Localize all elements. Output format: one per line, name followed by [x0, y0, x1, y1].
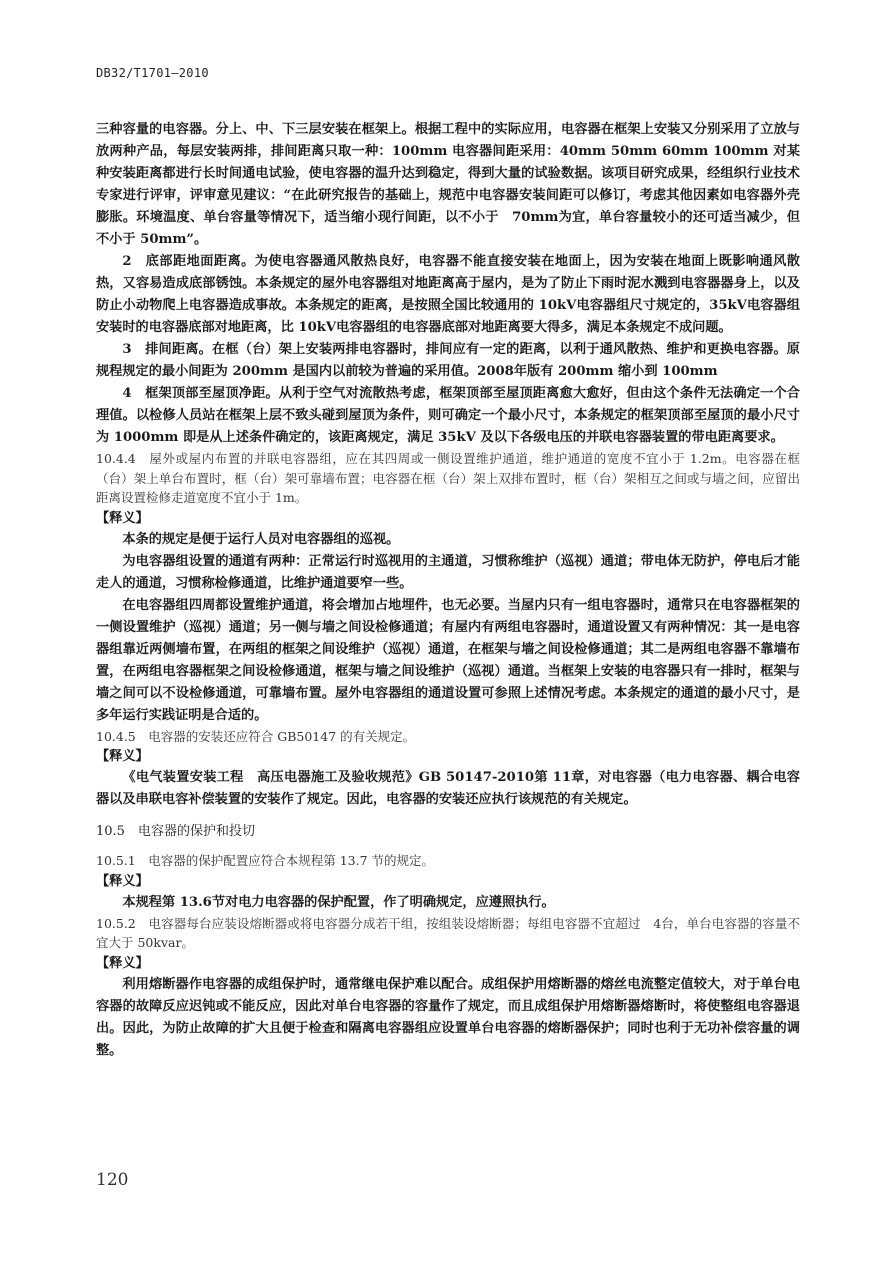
- explanation-heading: 【释义】: [96, 749, 149, 764]
- explanation-heading: 【释义】: [96, 873, 149, 889]
- clause-10-4-5: 10.4.5 电容器的安装还应符合 GB50147 的有关规定。: [96, 728, 416, 744]
- explanation-heading: 【释义】: [96, 510, 149, 526]
- paragraph-capacitor-spacing: 三种容量的电容器。分上、中、下三层安装在框架上。根据工程中的实际应用，电容器在框架上安装又分别采用了立放与 放两种产品，每层安装两排，排间距离只取一种：100mm 电容器间距采用：40mm 50mm 60mm 100mm 对某种安装距离都进行长时间通电试验，使电容器的温升达到稳定，得到大量的试验数据。该项目研究成果，经组织行业技术专家进行评审，评审意见建议：“在此研究报告的基础上，规范中电容器安装间距可以修订，考虑其他因素如电容器外壳膨胀。环境温度、单台容量等情况下，适当缩小现行间距，以不小于 70mm为宜，单台容量较小的还可适当减少，但不小于 50mm”。: [96, 122, 814, 247]
- clause-10-4-4: 10.4.4 屋外或屋内布置的并联电容器组，应在其四周或一侧设置维护通道，维护通道的宽度不宜小于 1.2m。电容器在框（台）架上单台布置时，框（台）架可靠墙布置；电容器在框（台）架上双排布置时，框（台）架相互之间或与墙之间，应留出距离设置检修走道宽度不宜小于 1m。: [96, 451, 800, 505]
- paragraph-fuse-protection: 利用熔断器作电容器的成组保护时，通常继电保护难以配合。成组保护用熔断器的熔丝电流整定值较大，对于单台电容器的故障反应迟钝或不能反应，因此对单台电容器的容量作了规定，而且成组保护用熔断器熔断时，将使整组电容器退出。因此，为防止故障的扩大且便于检查和隔离电容器组应设置单台电容器的熔断器保护；同时也利于无功补偿容量的调整。: [96, 976, 800, 1058]
- document-code-header: DB32/T1701—2010: [96, 66, 209, 80]
- paragraph-frame-roof-clearance: 4 框架顶部至屋顶净距。从利于空气对流散热考虑，框架顶部至屋顶距离愈大愈好，但由这个条件无法确定一个合理值。以检修人员站在框架上层不致头碰到屋顶为条件，则可确定一个最小尺寸，本条规定的框架顶部至屋顶的最小尺寸为 1000mm 即是从上述条件确定的，该距离规定，满足 35kV 及以下各级电压的并联电容器装置的带电距离要求。: [96, 386, 800, 445]
- section-heading-10-5: 10.5 电容器的保护和投切: [96, 824, 255, 839]
- body-text: [96, 119, 814, 1062]
- clause-10-5-1: 10.5.1 电容器的保护配置应符合本规程第 13.7 节的规定。: [96, 853, 435, 868]
- explanation-heading: 【释义】: [96, 955, 149, 971]
- paragraph-protection-config: 本规程第 13.6节对电力电容器的保护配置，作了明确规定，应遵照执行。: [122, 894, 555, 910]
- paragraph-passage-types: 为电容器组设置的通道有两种：正常运行时巡视用的主通道，习惯称维护（巡视）通道；带电体无防护，停电后才能走人的通道，习惯称检修通道，比维护通道要窄一些。: [96, 553, 800, 591]
- paragraph-gb50147-reference: 《电气装置安装工程 高压电器施工及验收规范》GB 50147-2010第 11章，对电容器（电力电容器、耦合电容器以及串联电容补偿装置的安装作了规定。因此，电容器的安装还应执行该规范的有关规定。: [96, 770, 800, 807]
- paragraph-passage-layout: 在电容器组四周都设置维护通道，将会增加占地埋件，也无必要。当屋内只有一组电容器时，通常只在电容器框架的一侧设置维护（巡视）通道；另一侧与墙之间设检修通道；有屋内有两组电容器时，通道设置又有两种情况：其一是电容器组靠近两侧墙布置，在两组的框架之间设维护（巡视）通道，在框架与墙之间设检修通道；其二是两组电容器不靠墙布置，在两组电容器框架之间设检修通道，框架与墙之间设维护（巡视）通道。当框架上安装的电容器只有一排时，框架与墙之间可以不设检修通道，可靠墙布置。屋外电容器组的通道设置可参照上述情况考虑。本条规定的通道的最小尺寸，是多年运行实践证明是合适的。: [96, 597, 800, 723]
- clause-10-5-2: 10.5.2 电容器每台应装设熔断器或将电容器分成若干组，按组装设熔断器；每组电容器不宜超过 4台，单台电容器的容量不宜大于 50kvar。: [96, 915, 800, 950]
- paragraph-inspection-purpose: 本条的规定是便于运行人员对电容器组的巡视。: [122, 531, 400, 547]
- page-number: 120: [96, 1170, 129, 1190]
- paragraph-row-distance: 3 排间距离。在框（台）架上安装两排电容器时，排间应有一定的距离，以利于通风散热、维护和更换电容器。原规程规定的最小间距为 200mm 是国内以前较为普遍的采用值。2008年版有 200mm 缩小到 100mm: [96, 342, 800, 379]
- paragraph-bottom-ground-distance: 2 底部距地面距离。为使电容器通风散热良好，电容器不能直接安装在地面上，因为安装在地面上既影响通风散热，又容易造成底部锈蚀。本条规定的屋外电容器组对地距离高于屋内，是为了防止下雨时泥水溅到电容器器身上，以及防止小动物爬上电容器造成事故。本条规定的距离，是按照全国比较通用的 10kV电容器组尺寸规定的，35kV电容器组安装时的电容器底部对地距离，比 10kV电容器组的电容器底部对地距离要大得多，满足本条规定不成问题。: [96, 254, 800, 335]
